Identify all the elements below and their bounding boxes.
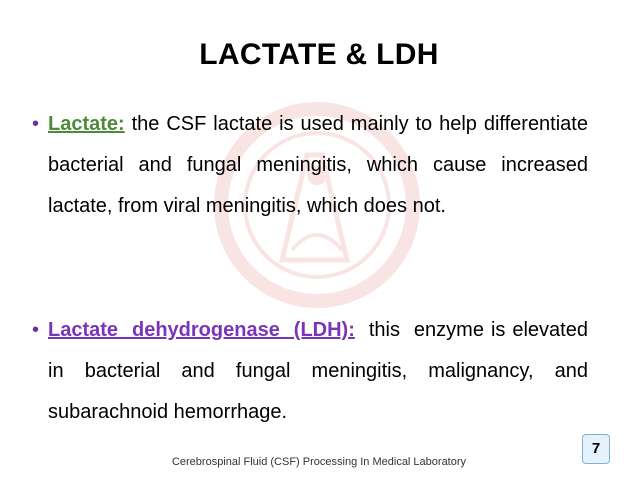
bullet-marker: • bbox=[32, 113, 40, 135]
bullet-text-ldh: this enzyme is elevated in bacterial and fungal meningitis, malignancy, and subarachnoid hemorrhage. bbox=[48, 319, 594, 423]
bullet-marker: • bbox=[32, 319, 40, 341]
bullet-ldh bbox=[32, 310, 594, 433]
term-ldh: Lactate dehydrogenase (LDH): bbox=[48, 319, 355, 341]
bullet-lactate bbox=[32, 104, 594, 227]
bullet-text-lactate: the CSF lactate is used mainly to help differentiate bacterial and fungal meningitis, which cause increased lactate, from viral meningitis, which does not. bbox=[48, 113, 594, 217]
term-lactate: Lactate: bbox=[48, 113, 125, 135]
page-number-badge: 7 bbox=[582, 434, 610, 464]
slide-footer: Cerebrospinal Fluid (CSF) Processing In Medical Laboratory bbox=[171, 456, 467, 468]
slide-title: LACTATE & LDH bbox=[199, 38, 439, 71]
